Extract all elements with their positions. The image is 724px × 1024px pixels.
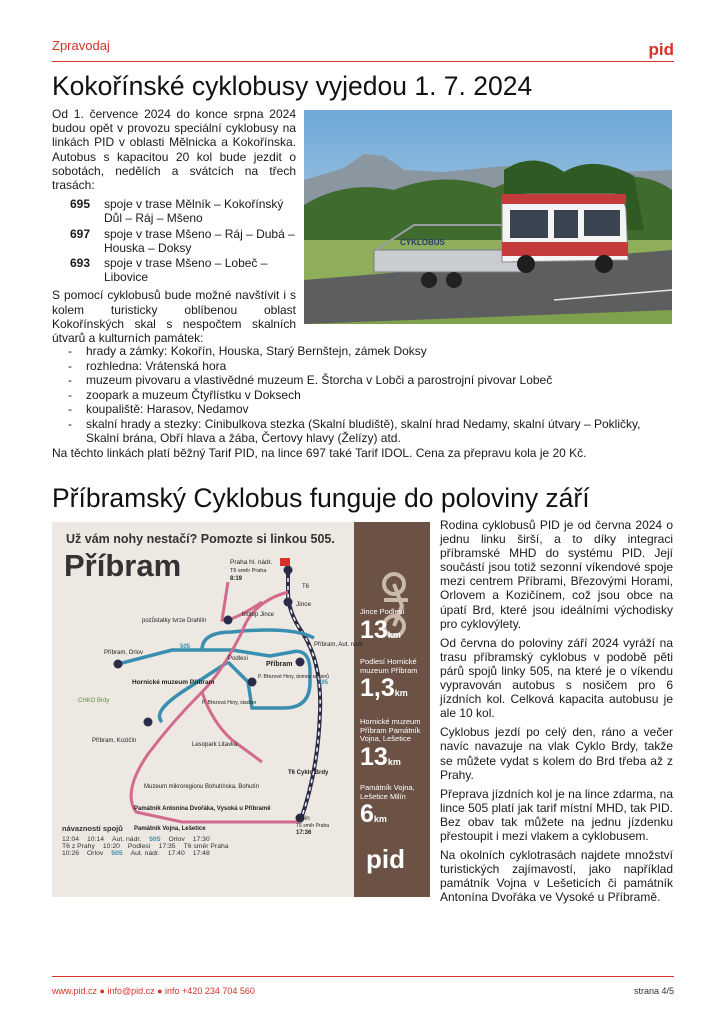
map-label-kozicin: Příbram, Kozičín	[92, 738, 137, 744]
map-label-chko: CHKO Brdy	[78, 698, 110, 704]
map-label-milin-time: T6 směr Praha	[296, 823, 330, 829]
map-label-jince: Jince	[296, 601, 312, 608]
map-label-505: 505	[180, 644, 191, 650]
section-label: Zpravodaj	[52, 38, 110, 53]
article-title-pribram: Příbramský Cyklobus funguje do poloviny září	[52, 483, 590, 513]
list-item: - rozhledna: Vrátenská hora	[52, 359, 674, 374]
attractions-list	[52, 344, 674, 446]
map-title: Příbram	[64, 548, 182, 583]
map-label-milin: Milín	[296, 815, 310, 822]
list-item: - hrady a zámky: Kokořín, Houska, Starý Bernštejn, zámek Doksy	[52, 344, 674, 359]
map-label-drahlin: pozůstatky tvrze Drahlín	[142, 618, 207, 624]
map-label-milin-time-val: 17:36	[296, 830, 312, 836]
list-item: - koupaliště: Harasov, Nedamov	[52, 402, 674, 417]
map-pid-logo: pid	[366, 844, 405, 874]
map-label-praha-time: T6 směr Praha	[230, 568, 267, 574]
article2-column	[440, 518, 673, 909]
distance-stat: Jince Podlesí 13km	[360, 607, 405, 644]
map-label-dvorak: Památník Antonína Dvořáka, Vysoká u Příbramě	[134, 806, 271, 812]
map-slogan: Už vám nohy nestačí? Pomozte si linkou 505.	[66, 532, 335, 546]
footer-contacts: www.pid.cz ● info@pid.cz ● info +420 234 704 560	[52, 986, 255, 996]
page-footer	[52, 976, 674, 996]
pid-logo: pid	[648, 40, 674, 59]
map-label-505b: 505	[318, 680, 329, 686]
table-row: 10:26 Orlov 505 Aut. nádr. 17:40 17:48	[62, 850, 210, 857]
map-label-muzeum: Hornické muzeum Příbram	[132, 679, 215, 686]
list-item: - muzeum pivovaru a vlastivědné muzeum E. Štorcha v Lobči a parostrojní pivovar Lobeč	[52, 373, 674, 388]
map-label-t6: T6	[302, 584, 310, 590]
map-label-brezove-st: P. Březová Hory, stadion	[202, 700, 257, 706]
cyklobus-photo	[304, 110, 672, 324]
article-title-kokorin: Kokořínské cyklobusy vyjedou 1. 7. 2024	[52, 71, 533, 101]
distance-stat: Hornické muzeum Příbram Památník Vojna, Lešetice 13km	[360, 717, 421, 771]
article2-para: Na okolních cyklotrasách najdete množství turistických zajímavostí, jako například památník Vojna v Lešeticích či památník Antonína Dvořáka ve Vysoké u Příbramě.	[440, 848, 673, 905]
page-number: strana 4/5	[633, 986, 674, 996]
map-label-litavka: Lesopark Litavka	[192, 742, 238, 748]
route-item	[70, 197, 296, 225]
map-label-blotop: blotop Jince	[242, 612, 275, 618]
map-label-podlesi: Podlesí	[228, 656, 249, 662]
table-row: T6 z Prahy 10:20 Podlesí 17:35 T6 směr Praha	[62, 843, 229, 850]
route-item	[70, 256, 296, 284]
map-label-pribram-aut: Příbram, Aut. nádr.	[314, 642, 365, 648]
article2-para: Přeprava jízdních kol je na lince zdarma, na lince 505 platí jak tarif místní MHD, tak PID. Bez obav tak můžete na jednu jízdenku přestoupit i mezi vlakem a cyklobusem.	[440, 786, 673, 843]
map-label-bohutin: Muzeum mikroregionu Bohutínska, Bohutín	[144, 784, 260, 790]
article2-para: Od června do poloviny září 2024 vyráží na trasu příbramský cyklobus v podobě pěti párů spojů linky 505, na které je o víkendu vypravován autobus s nosičem pro 6 jízdních kol. Celková kapacita autobusu je ale 10 kol.	[440, 635, 673, 721]
route-text: spoje v trase Mšeno – Ráj – Dubá – Houska – Doksy	[104, 226, 295, 255]
article2-para: Rodina cyklobusů PID je od června 2024 o jednu linku širší, a to díky integraci příbramské MHD do systému PID. Její součástí jsou totiž sezonní víkendové spoje mezi centrem Příbrami, Březovými Horami, Orlovem a Kozičínem, což jsou obce na úpatí Brd, které jsou ideálními východisky pro cyklovýlety.	[440, 518, 673, 631]
route-number: 697	[70, 226, 91, 241]
article2-para: Cyklobus jezdí po celý den, ráno a večer navíc navazuje na vlak Cyklo Brdy, takže se můžete vydat s kolem do Brd třeba až z Prahy.	[440, 725, 673, 782]
table-row: 12:04 10:14 Aut. nádr. 505 Orlov 17:30	[62, 836, 210, 843]
map-label-praha: Praha hl. nádr.	[230, 559, 273, 566]
map-label-cyklo: T6 Cyklo Brdy	[288, 770, 329, 776]
minibus	[502, 194, 628, 273]
timetable-title: návaznosti spojů	[62, 824, 123, 833]
route-list	[70, 197, 296, 284]
article1-intro: Od 1. července 2024 do konce srpna 2024 budou opět v provozu speciální cyklobusy na linkách PID v oblasti Mělnicka a Kokořínska. Autobus s kapacitou 20 kol bude jezdit o sobotách, nedělích a svátcích na třech trasách:	[52, 107, 296, 193]
distance-stat: Podlesí Hornické muzeum Příbram 1,3km	[360, 657, 418, 702]
route-number: 695	[70, 197, 91, 212]
list-item: - zoopark a muzeum Čtyřlístku v Doksech	[52, 388, 674, 403]
map-label-praha-time-val: 8:19	[230, 576, 243, 582]
list-item: - skalní hrady a stezky: Cinibulkova stezka (Skalní bludiště), skalní hrad Nedamy, skalní útvary – Pokličky, Skalní brána, Obří hlava a žába, Čertovy hlavy (Želízy) atd.	[52, 417, 674, 446]
map-label-pribram-orlov: Příbram, Orlov	[104, 650, 144, 656]
route-text: spoje v trase Mělník – Kokořínský Důl – Ráj – Mšeno	[104, 197, 284, 226]
map-label-brezove: P. Březové Hory, domov seniorů	[258, 674, 329, 680]
route-text: spoje v trase Mšeno – Lobeč – Libovice	[104, 256, 268, 285]
map-label-pribram: Příbram	[266, 661, 293, 668]
pribram-map	[52, 522, 430, 897]
map-label-vojna: Památník Vojna, Lešetice	[134, 826, 206, 832]
article1-column	[52, 107, 296, 350]
tariff-note: Na těchto linkách platí běžný Tarif PID, na lince 697 také Tarif IDOL. Cena za přepravu kola je 20 Kč.	[52, 446, 587, 460]
connection-timetable	[62, 824, 352, 857]
distance-stat: Památník Vojna, Lešetice Milín 6km	[360, 783, 415, 828]
page-header	[52, 38, 674, 62]
van-text: CYKLOBUS	[400, 238, 445, 247]
route-number: 693	[70, 256, 91, 271]
article1-para2: S pomocí cyklobusů bude možné navštívit i s kolem turisticky oblíbenou oblast Kokořínských skal s nespočtem skalních útvarů a kulturních památek:	[52, 288, 296, 346]
route-item	[70, 227, 296, 255]
